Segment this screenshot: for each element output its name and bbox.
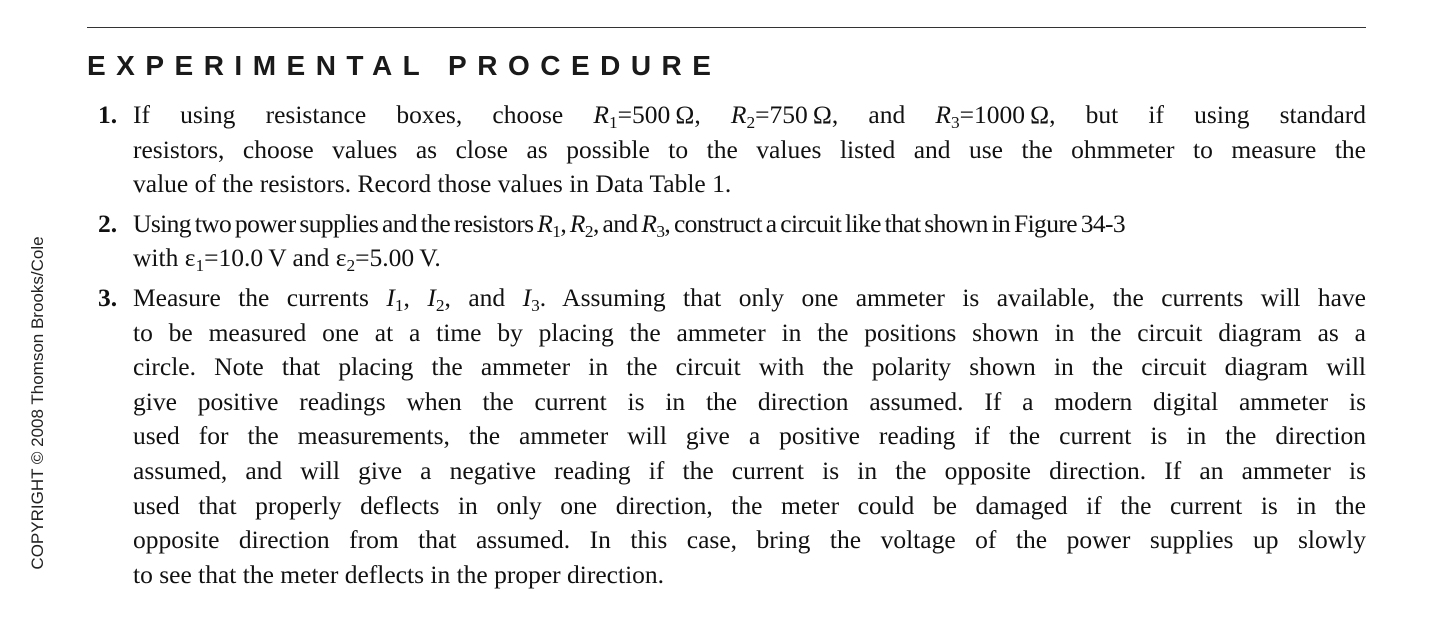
step-2-line-2: with $\varepsilon_1=10.0$ V and $\varepsilon_2=5.00$ V. — [133, 243, 441, 276]
top-rule — [87, 27, 1366, 28]
resistor-r1-symbol: R — [593, 100, 609, 129]
step-1-line-2: resistors, choose values as close as possible to the values listed and use the ohmmeter to measure the — [133, 134, 1366, 164]
step-number: 3. — [98, 282, 118, 312]
emf-1-symbol: ε — [184, 243, 196, 273]
step-number: 1. — [98, 100, 118, 129]
resistor-r3-symbol: R — [935, 100, 951, 129]
step-3-line: circle. Note that placing the ammeter in the circuit with the polarity shown in the circuit diagram will — [133, 352, 1366, 382]
current-i2-symbol: I — [427, 282, 436, 312]
procedure-step-3 — [98, 281, 1366, 592]
emf-1-value: =10.0 V and — [204, 243, 330, 273]
step-1-line-1: If using resistance boxes, choose $R_1=500$ Ω, $R_2=750$ Ω, and $R_3=1000$ Ω, but if using standard — [133, 100, 1367, 133]
step-3-line: opposite direction from that assumed. In this case, bring the voltage of the power supplies up slowly — [133, 525, 1366, 555]
procedure-step-2 — [98, 207, 1366, 276]
step-3-line: assumed, and will give a negative reading if the current is in the opposite direction. If an ammeter is — [133, 455, 1366, 485]
step-3-line: give positive readings when the current is in the direction assumed. If a modern digital ammeter is — [133, 386, 1366, 416]
step-3-line: used that properly deflects in only one direction, the meter could be damaged if the current is in the — [133, 490, 1366, 520]
step-3-line-1: Measure the currents $I_1$, $I_2$, and $I_3$. Assuming that only one ammeter is available, the currents will have — [133, 282, 1366, 316]
step-1-line-3: value of the resistors. Record those values in Data Table 1. — [133, 169, 732, 199]
step-number: 2. — [98, 208, 118, 238]
step-2-line-1: Using two power supplies and the resistors $R_1$, $R_2$, and $R_3$, construct a circuit like that shown in Figure 34-3 — [133, 208, 1126, 241]
emf-2-value: =5.00 V. — [355, 243, 441, 273]
procedure-step-1 — [98, 98, 1366, 202]
resistor-r1-value: =500 Ω, — [617, 100, 701, 129]
current-i3-symbol: I — [522, 282, 532, 312]
step-3-line: used for the measurements, the ammeter will give a positive reading if the current is in the direction — [133, 421, 1366, 451]
step-3-line-last: to see that the meter deflects in the proper direction. — [133, 559, 665, 589]
resistor-r3-value: =1000 Ω, — [959, 100, 1056, 129]
emf-2-symbol: ε — [335, 243, 347, 273]
section-heading: EXPERIMENTAL PROCEDURE — [87, 50, 722, 81]
current-i1-symbol: I — [386, 282, 395, 312]
resistor-r2-value: =750 Ω, — [755, 100, 839, 129]
procedure-list — [98, 98, 1366, 592]
side-copyright-text: COPYRIGHT © 2008 Thomson Brooks/Cole — [28, 236, 47, 570]
resistor-r2-symbol: R — [730, 100, 747, 129]
step-3-line: to be measured one at a time by placing the ammeter in the positions shown in the circuit diagram as a — [133, 317, 1366, 347]
